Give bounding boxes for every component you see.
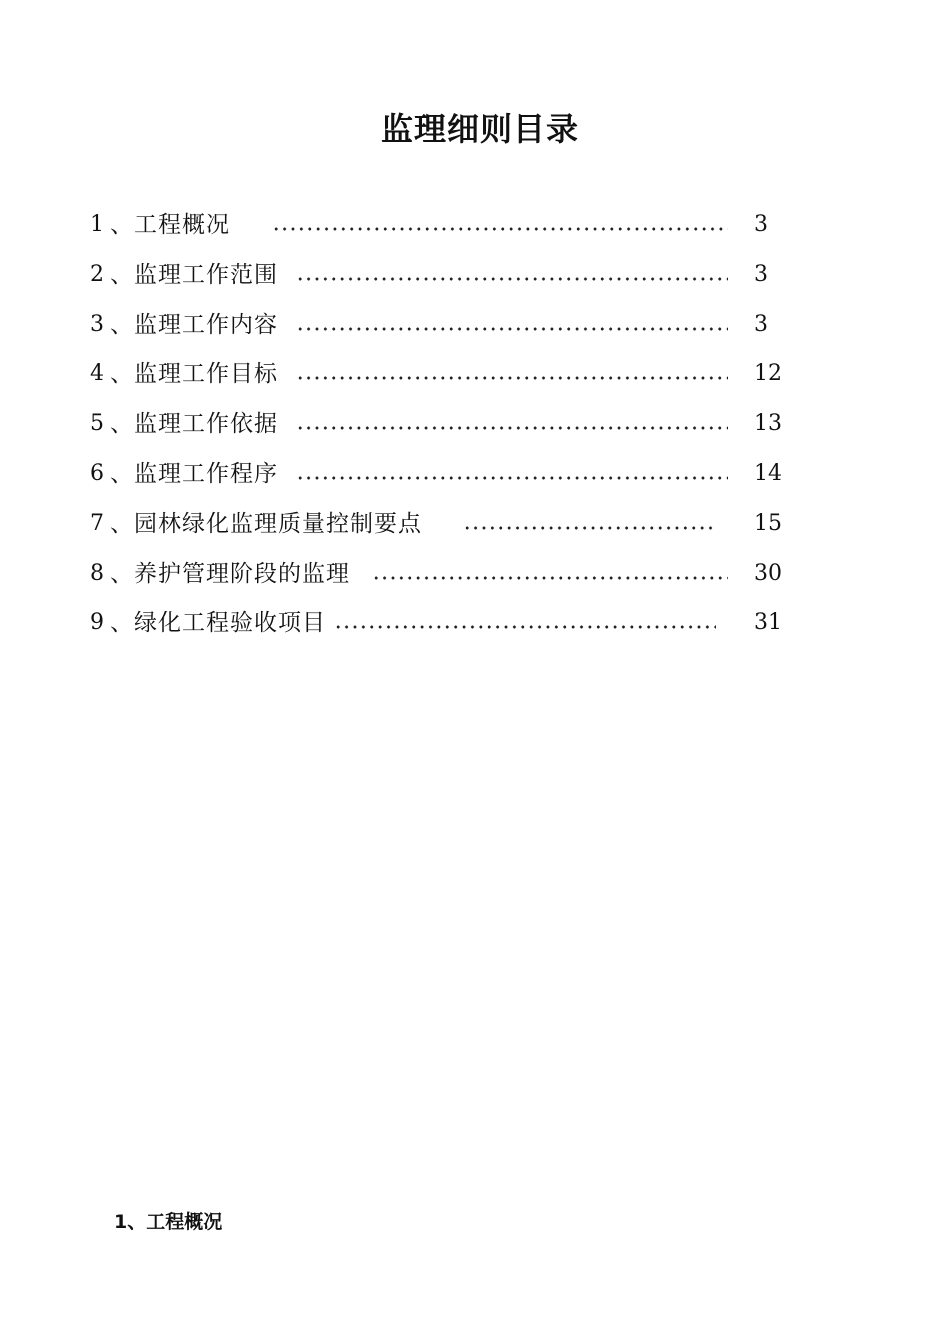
toc-entry[interactable] bbox=[90, 605, 790, 655]
toc-entry-label: 、园林绿化监理质量控制要点 bbox=[110, 510, 422, 537]
toc-page-number: 3 bbox=[754, 261, 768, 287]
section-heading: 1、工程概况 bbox=[114, 1211, 223, 1233]
toc-page-number: 31 bbox=[754, 610, 782, 636]
toc-page-number: 14 bbox=[754, 460, 782, 486]
toc-entry[interactable] bbox=[90, 207, 790, 257]
toc-entry-label: 、监理工作内容 bbox=[110, 311, 278, 338]
toc-entry-number: 7 bbox=[90, 510, 104, 536]
toc-page-number: 3 bbox=[754, 212, 768, 237]
toc-dot-leader bbox=[296, 370, 728, 380]
toc-entry-label: 、工程概况 bbox=[110, 212, 230, 238]
toc-dot-leader bbox=[372, 570, 728, 580]
toc-dot-leader bbox=[296, 420, 728, 430]
toc-dot-leader bbox=[334, 619, 716, 629]
toc-entry[interactable] bbox=[90, 307, 790, 357]
toc-entry-number: 1 bbox=[90, 212, 104, 237]
toc-entry[interactable] bbox=[90, 506, 790, 556]
toc-entry-number: 2 bbox=[90, 261, 104, 287]
toc-entry[interactable] bbox=[90, 356, 790, 406]
toc-entry-number: 3 bbox=[90, 311, 104, 337]
toc-entry[interactable] bbox=[90, 456, 790, 506]
toc-entry[interactable] bbox=[90, 257, 790, 307]
toc-page-number: 13 bbox=[754, 411, 782, 437]
toc-page-number: 30 bbox=[754, 560, 782, 586]
toc-page-number: 15 bbox=[754, 510, 782, 536]
toc-entry-label: 、监理工作目标 bbox=[110, 361, 278, 388]
toc-dot-leader bbox=[463, 520, 716, 530]
toc-entry-label: 、监理工作依据 bbox=[110, 411, 278, 438]
toc-entry-number: 5 bbox=[90, 411, 104, 437]
toc-entry[interactable] bbox=[90, 406, 790, 456]
toc-entry[interactable] bbox=[90, 556, 790, 606]
toc-dot-leader bbox=[296, 321, 728, 331]
toc-entry-number: 4 bbox=[90, 361, 104, 387]
toc-entry-label: 、监理工作范围 bbox=[110, 261, 278, 288]
toc-entry-label: 、养护管理阶段的监理 bbox=[110, 560, 350, 587]
toc-entry-label: 、绿化工程验收项目 bbox=[110, 610, 326, 637]
toc-page-number: 3 bbox=[754, 311, 768, 337]
toc-dot-leader bbox=[296, 271, 728, 281]
toc-entry-number: 6 bbox=[90, 460, 104, 486]
table-of-contents bbox=[90, 207, 790, 655]
page-title: 监理细则目录 bbox=[380, 110, 579, 148]
toc-entry-label: 、监理工作程序 bbox=[110, 460, 278, 487]
toc-dot-leader bbox=[272, 221, 728, 231]
toc-dot-leader bbox=[296, 470, 728, 480]
toc-entry-number: 8 bbox=[90, 560, 104, 586]
toc-entry-number: 9 bbox=[90, 610, 104, 636]
toc-page-number: 12 bbox=[754, 361, 782, 387]
